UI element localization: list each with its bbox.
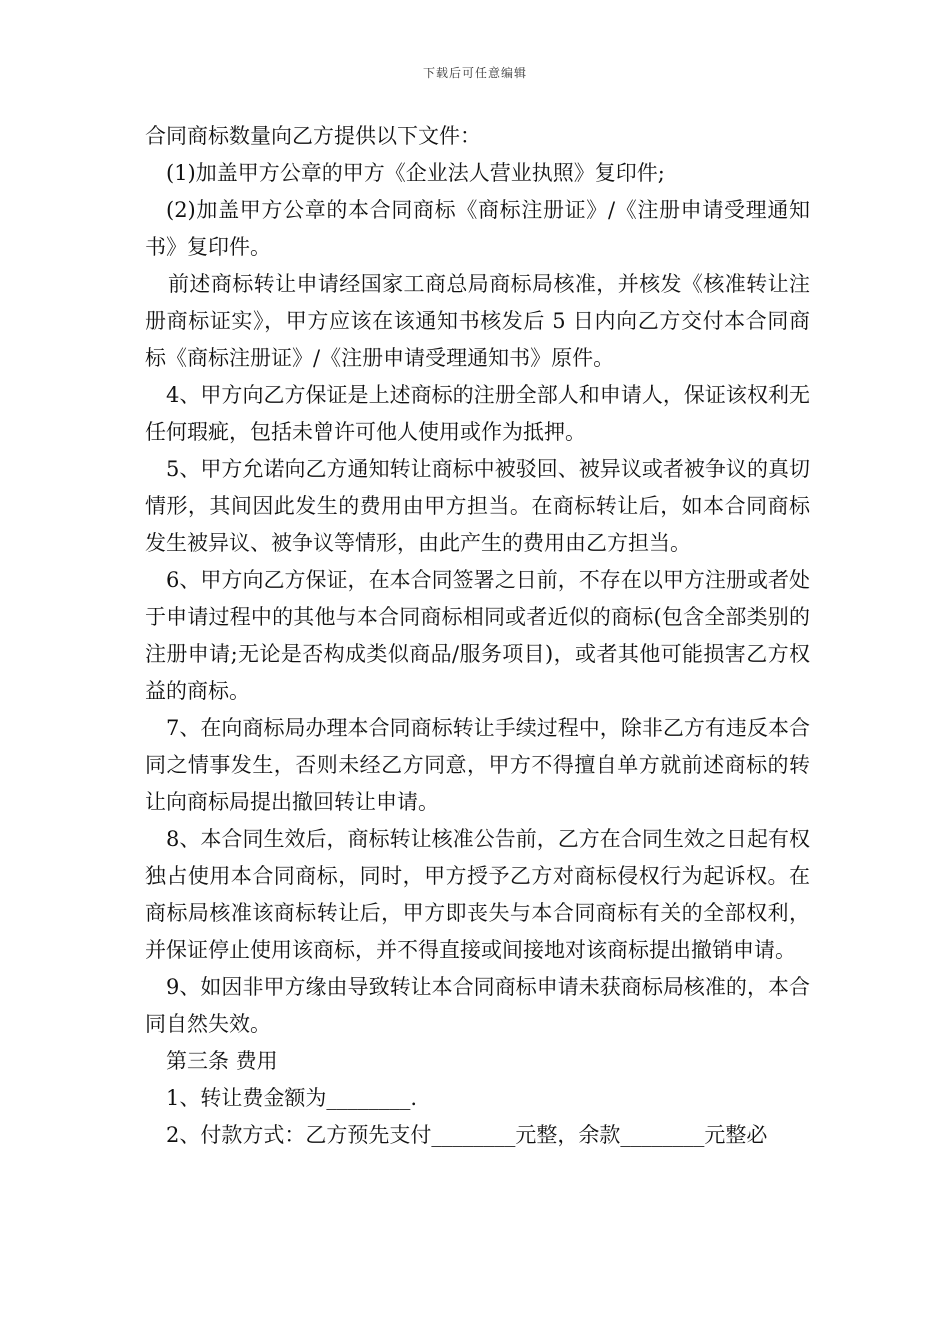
- paragraph-clause-8: 8、本合同生效后，商标转让核准公告前，乙方在合同生效之日起有权独占使用本合同商标，同时，甲方授予乙方对商标侵权行为起诉权。在商标局核准该商标转让后，甲方即丧失与本合同商标有关的全部权利，并保证停止使用该商标，并不得直接或间接地对该商标提出撤销申请。: [145, 827, 810, 962]
- paragraph-file-1: (1)加盖甲方公章的甲方《企业法人营业执照》复印件;: [166, 161, 665, 185]
- paragraph-clause-7: 7、在向商标局办理本合同商标转让手续过程中，除非乙方有违反本合同之情事发生，否则未经乙方同意，甲方不得擅自单方就前述商标的转让向商标局提出撤回转让申请。: [145, 716, 810, 814]
- paragraph-continuation: 合同商标数量向乙方提供以下文件：: [145, 124, 481, 148]
- paragraph-clause-4: 4、甲方向乙方保证是上述商标的注册全部人和申请人，保证该权利无任何瑕疵，包括未曾许可他人使用或作为抵押。: [145, 383, 810, 444]
- document-body: [145, 118, 810, 1154]
- paragraph-fee-amount: 1、转让费金额为________.: [166, 1086, 418, 1110]
- paragraph-payment-method: 2、付款方式：乙方预先支付________元整，余款________元整必: [166, 1123, 768, 1147]
- paragraph-clause-6: 6、甲方向乙方保证，在本合同签署之日前，不存在以甲方注册或者处于申请过程中的其他与本合同商标相同或者近似的商标(包含全部类别的注册申请;无论是否构成类似商品/服务项目)，或者其他可能损害乙方权益的商标。: [145, 568, 810, 703]
- page-header: 下载后可任意编辑: [422, 66, 527, 80]
- paragraph-clause-5: 5、甲方允诺向乙方通知转让商标中被驳回、被异议或者被争议的真切情形，其间因此发生的费用由甲方担当。在商标转让后，如本合同商标发生被异议、被争议等情形，由此产生的费用由乙方担当。: [145, 457, 810, 555]
- section-heading-fees: 第三条 费用: [166, 1049, 278, 1073]
- paragraph-clause-9: 9、如因非甲方缘由导致转让本合同商标申请未获商标局核准的，本合同自然失效。: [145, 975, 810, 1036]
- paragraph-approval: 前述商标转让申请经国家工商总局商标局核准，并核发《核准转让注册商标证实》，甲方应该在该通知书核发后 5 日内向乙方交付本合同商标《商标注册证》/《注册申请受理通知书》原件。: [145, 272, 810, 370]
- paragraph-file-2: (2)加盖甲方公章的本合同商标《商标注册证》/《注册申请受理通知书》复印件。: [145, 198, 810, 259]
